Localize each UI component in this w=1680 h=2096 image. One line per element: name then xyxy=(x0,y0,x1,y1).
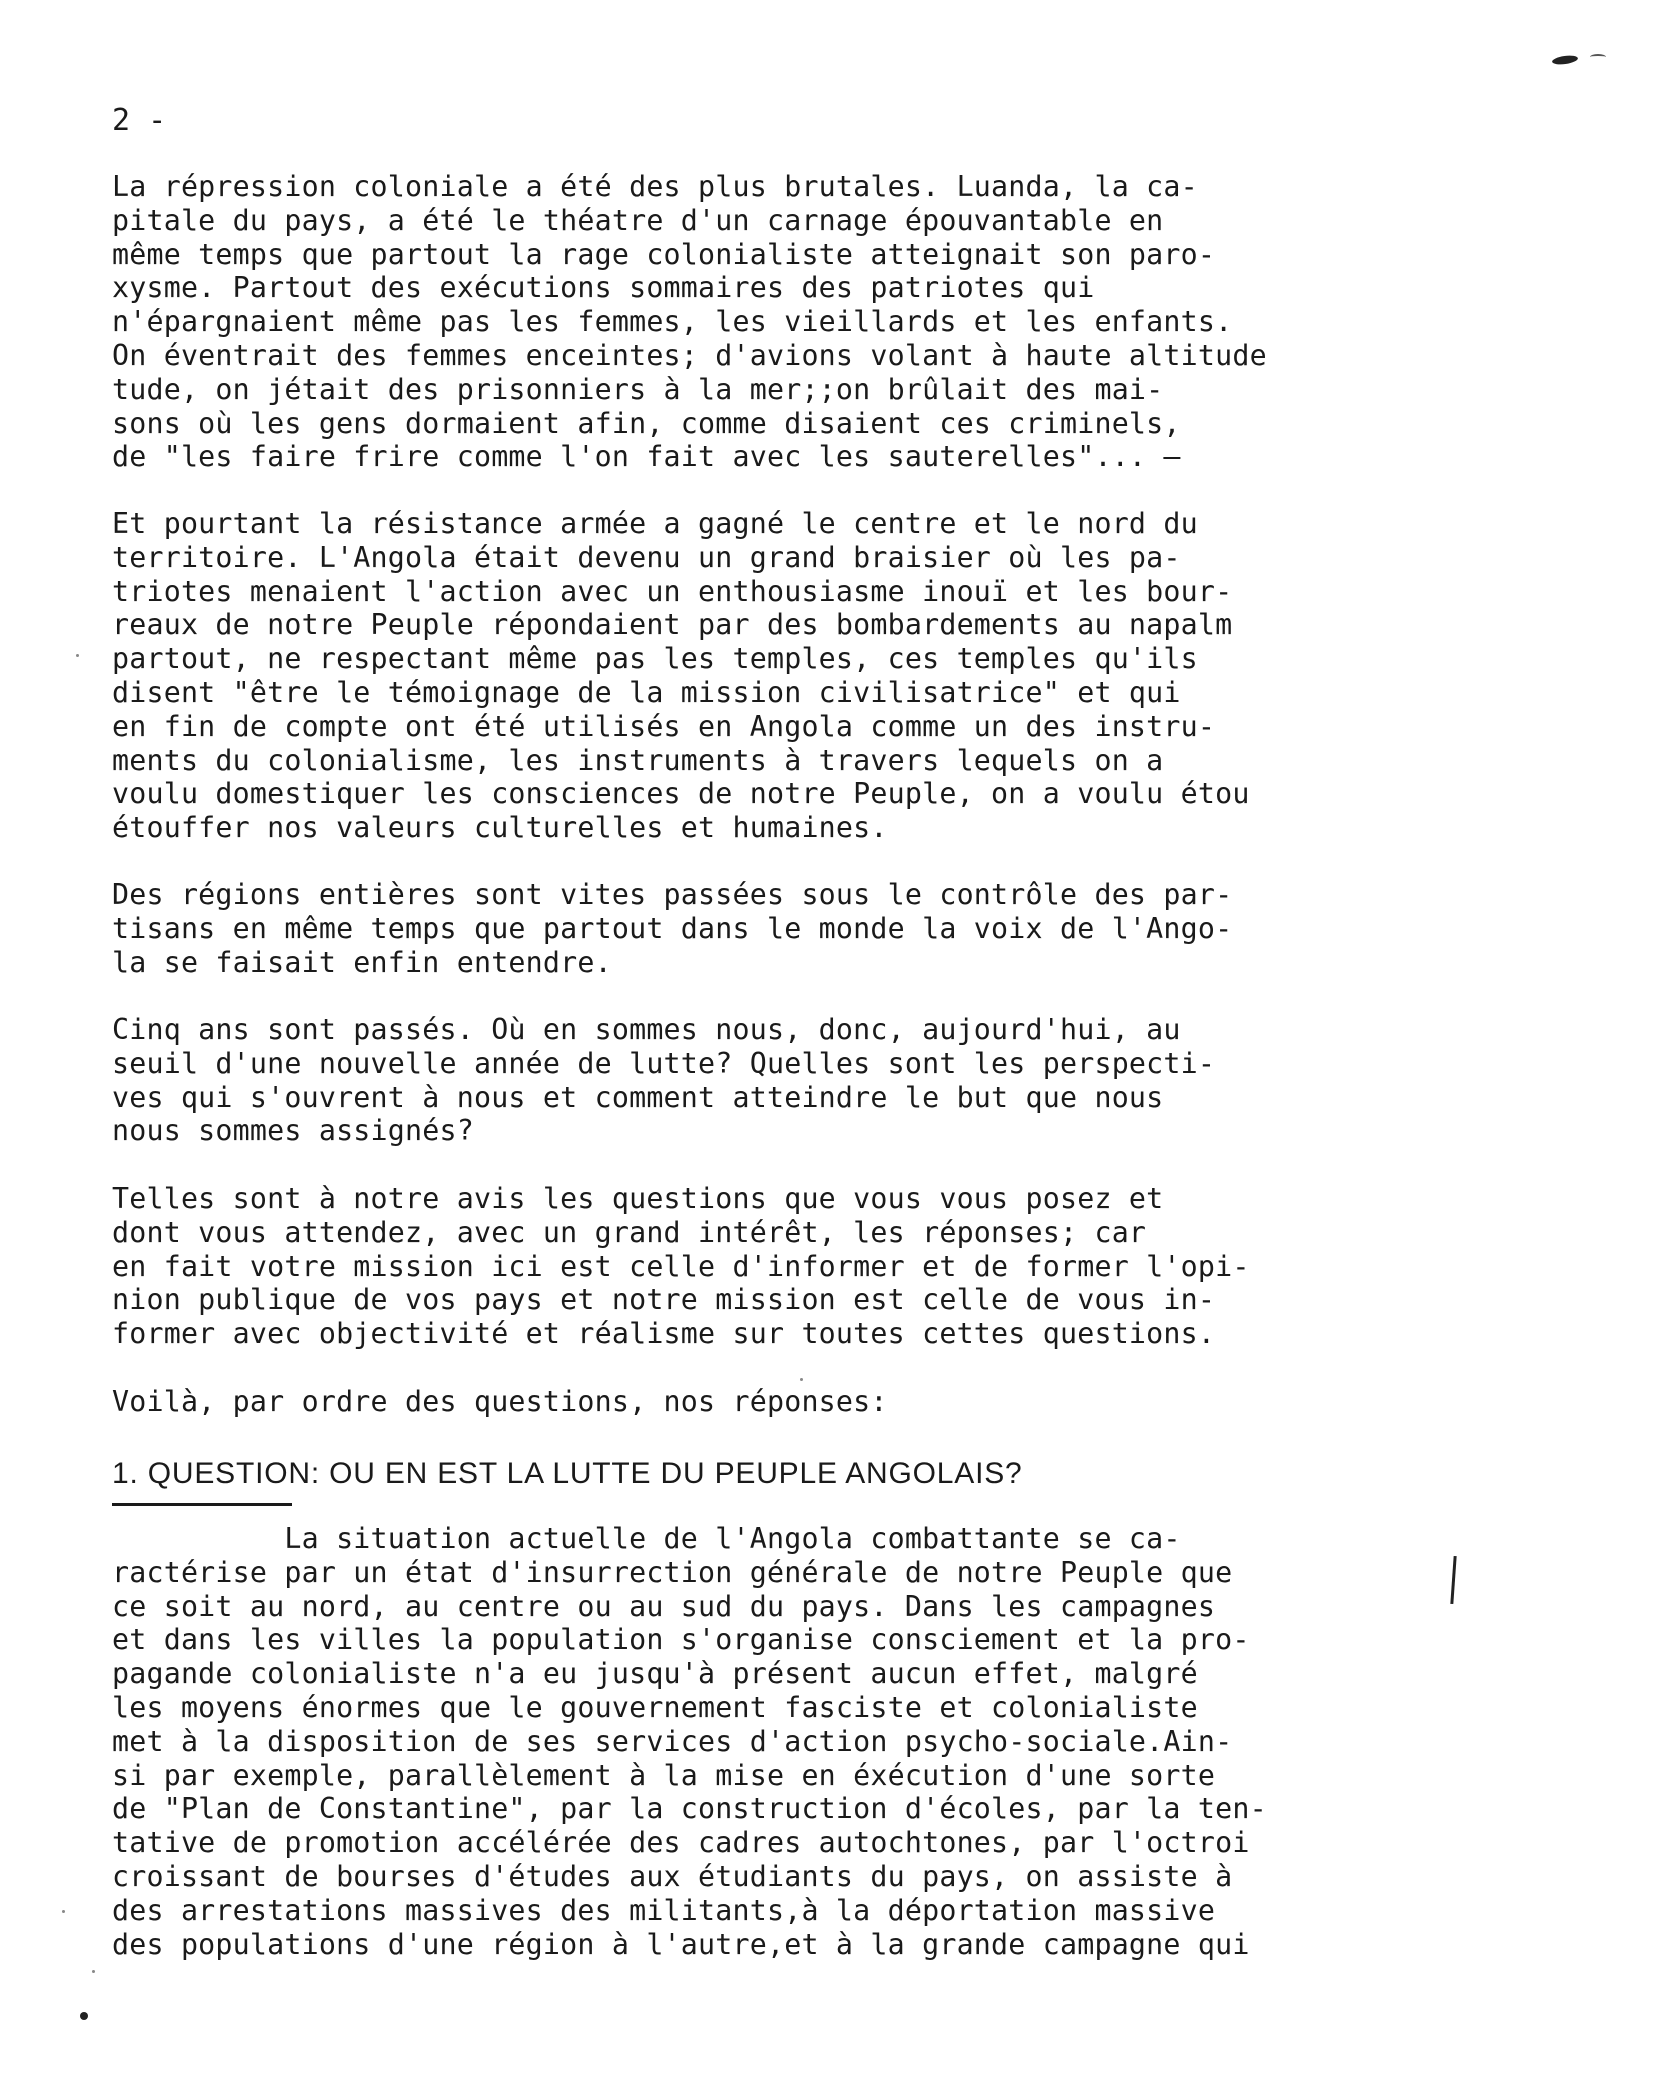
paragraph-resistance: Et pourtant la résistance armée a gagné le centre et le nord du territoire. L'Angola était devenu un grand braisier où les pa- triotes menaient l'action avec un enthousiasme inouï et les bour- reaux de notre Peuple répondaient par des bombardements au napalm partout, ne respectant même pas les temples, ces temples qu'ils disent "être le témoignage de la mission civilisatrice" et qui en fin de compte ont été utilisés en Angola comme un des instru- ments du colonialisme, les instruments à travers lequels on a voulu domestiquer les consciences de notre Peuple, on a voulu étou étouffer nos valeurs culturelles et humaines. xyxy=(112,507,1250,845)
paragraph-regions: Des régions entières sont vites passées sous le contrôle des par- tisans en même temps que partout dans le monde la voix de l'Ango- la se faisait enfin entendre. xyxy=(112,878,1233,979)
paragraph-repression: La répression coloniale a été des plus brutales. Luanda, la ca- pitale du pays, a été le théatre d'un carnage épouvantable en même temps que partout la rage colonialiste atteignait son paro- xysme. Partout des exécutions sommaires des patriotes qui n'épargnaient même pas les femmes, les vieillards et les enfants. On éventrait des femmes enceintes; d'avions volant à haute altitude tude, on jétait des prisonniers à la mer;;on brûlait des mai- sons où les gens dormaient afin, comme disaient ces criminels, de "les faire frire comme l'on fait avec les sauterelles"... — xyxy=(112,170,1267,474)
ink-mark xyxy=(1552,54,1579,66)
paragraph-telles: Telles sont à notre avis les questions que vous vous posez et dont vous attendez, avec un grand intérêt, les réponses; car en fait votre mission ici est celle d'informer et de former l'opi- nion publique de vos pays et notre mission est celle de vous in- former avec objectivité et réalisme sur toutes cettes questions. xyxy=(112,1182,1250,1351)
question-heading: 1. QUESTION: OU EN EST LA LUTTE DU PEUPLE ANGOLAIS? xyxy=(112,1457,1023,1490)
ink-dot xyxy=(80,2012,88,2020)
paragraph-cinq-ans: Cinq ans sont passés. Où en sommes nous, donc, aujourd'hui, au seuil d'une nouvelle année de lutte? Quelles sont les perspecti- ves qui s'ouvrent à nous et comment atteindre le but que nous nous sommes assignés? xyxy=(112,1013,1216,1148)
question-underline xyxy=(112,1503,292,1506)
ink-speck xyxy=(800,1378,803,1381)
ink-speck xyxy=(62,1910,65,1913)
ink-mark xyxy=(1590,54,1606,60)
answer-paragraph: La situation actuelle de l'Angola combattante se ca- ractérise par un état d'insurrection générale de notre Peuple que ce soit au nord, au centre ou au sud du pays. Dans les campagnes et dans les villes la population s'organise consciement et la pro- pagande colonialiste n'a eu jusqu'à présent aucun effet, malgré les moyens énormes que le gouvernement fasciste et colonialiste met à la disposition de ses services d'action psycho-sociale.Ain- si par exemple, parallèlement à la mise en éxécution d'une sorte de "Plan de Constantine", par la construction d'écoles, par la ten- tative de promotion accélérée des cadres autochtones, par l'octroi croissant de bourses d'études aux étudiants du pays, on assiste à des arrestations massives des militants,à la déportation massive des populations d'une région à l'autre,et à la grande campagne qui xyxy=(112,1522,1267,1961)
ink-speck xyxy=(76,654,79,657)
page-number: 2 - xyxy=(112,103,167,138)
ink-speck xyxy=(92,1970,95,1973)
paragraph-voila: Voilà, par ordre des questions, nos réponses: xyxy=(112,1385,888,1418)
